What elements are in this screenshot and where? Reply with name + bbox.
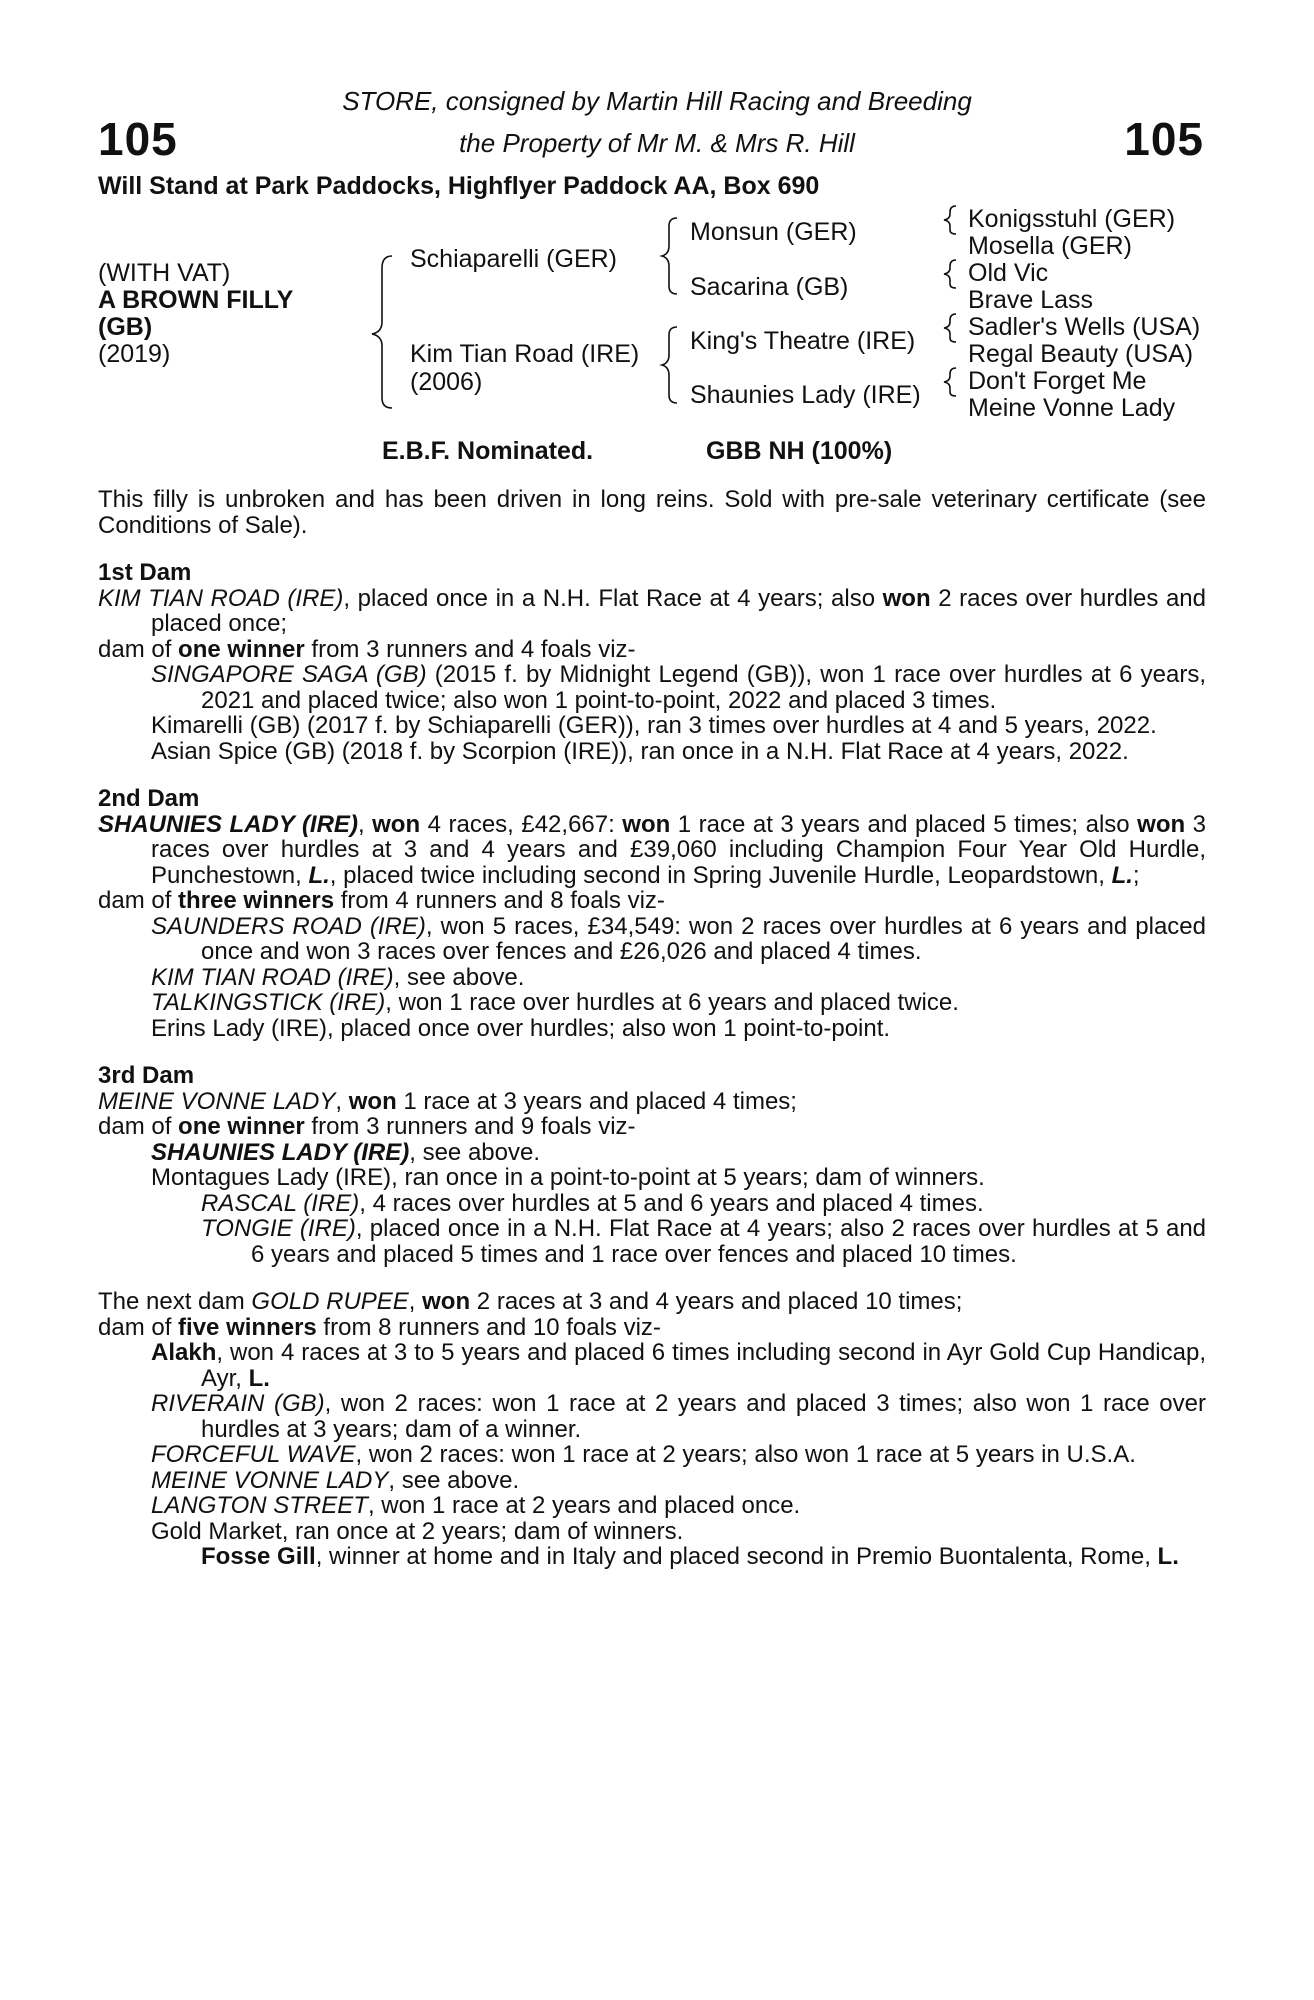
produce-item bbox=[98, 1493, 1206, 1519]
text: 1 race at 3 years and placed 5 times; also bbox=[670, 810, 1138, 838]
text: dam of bbox=[98, 635, 179, 663]
bracket-main bbox=[372, 256, 392, 408]
text: , see above. bbox=[409, 1138, 541, 1166]
horse-name: KIM TIAN ROAD (IRE) bbox=[151, 963, 394, 991]
bracket-dam bbox=[662, 327, 677, 403]
text: (2015 f. by Midnight Legend (GB)), won 1 race over hurdles at 6 years, 2021 and placed twice; also won 1 point-to-point, 2022 and placed 3 times. bbox=[201, 661, 1206, 714]
second-dam-name: SHAUNIES LADY (IRE) bbox=[98, 810, 358, 838]
lot-number-right: 105 bbox=[1124, 113, 1204, 165]
text: from 4 runners and 8 foals viz- bbox=[334, 887, 665, 914]
bracket-g2 bbox=[944, 260, 956, 288]
produce-item bbox=[98, 1391, 1206, 1442]
produce-item bbox=[98, 914, 1206, 965]
text: , placed once in a N.H. Flat Race at 4 years; also 2 races over hurdles at 5 and 6 years and placed 5 times and 1 race over fences and placed 10 times. bbox=[251, 1215, 1207, 1268]
first-dam-heading: 1st Dam bbox=[98, 559, 192, 586]
lot-year: (2019) bbox=[98, 340, 171, 368]
text: 3 races over hurdles at 3 and 4 years and £39,060 including Champion Four Year Old Hurdle, Punchestown, bbox=[151, 810, 1207, 889]
listed-mark: L. bbox=[248, 1364, 270, 1392]
text: , won 5 races, £34,549: won 2 races over hurdles at 6 years and placed once and won 3 races over fences and £26,026 and placed 4 times. bbox=[201, 912, 1206, 965]
text: 2 races at 3 and 4 years and placed 10 times; bbox=[470, 1288, 963, 1315]
listed-mark: L. bbox=[308, 861, 330, 889]
grandparent-8: Meine Vonne Lady bbox=[968, 394, 1176, 422]
produce-item bbox=[98, 1442, 1206, 1468]
produce-item bbox=[98, 965, 1206, 991]
text: The next dam bbox=[98, 1288, 252, 1315]
produce-item: Erins Lady (IRE), placed once over hurdles; also won 1 point-to-point. bbox=[151, 1014, 891, 1042]
grandparent-1: Konigsstuhl (GER) bbox=[968, 205, 1176, 233]
text: , placed twice including second in Spring Juvenile Hurdle, Leopardstown, bbox=[329, 861, 1112, 889]
horse-name: SINGAPORE SAGA (GB) bbox=[151, 661, 427, 688]
bracket-g3 bbox=[944, 314, 956, 342]
second-dam-entry bbox=[98, 812, 1206, 889]
grandparent-5: Sadler's Wells (USA) bbox=[968, 313, 1201, 341]
text: , won 2 races: won 1 race at 2 years; also won 1 race at 5 years in U.S.A. bbox=[355, 1441, 1136, 1468]
lot-name: A BROWN FILLY bbox=[98, 286, 294, 314]
next-dam-name: GOLD RUPEE bbox=[251, 1288, 409, 1315]
bracket-g1 bbox=[944, 206, 956, 234]
text: from 8 runners and 10 foals viz- bbox=[316, 1313, 661, 1341]
first-dam-name: KIM TIAN ROAD (IRE) bbox=[98, 584, 344, 612]
text: from 3 runners and 4 foals viz- bbox=[304, 635, 636, 663]
catalogue-body bbox=[98, 487, 1206, 1570]
horse-name: RASCAL (IRE) bbox=[201, 1189, 360, 1217]
grandparent-7: Don't Forget Me bbox=[968, 367, 1147, 395]
winners-count: one winner bbox=[178, 635, 305, 663]
won-label: won bbox=[1137, 810, 1186, 838]
lot-number-left: 105 bbox=[98, 113, 178, 165]
horse-name: Alakh bbox=[151, 1339, 217, 1366]
stand-location: Will Stand at Park Paddocks, Highflyer Paddock AA, Box 690 bbox=[98, 172, 820, 200]
winners-count: three winners bbox=[178, 887, 335, 914]
text: , bbox=[335, 1087, 349, 1115]
produce-item bbox=[98, 990, 1206, 1016]
sire-sire: Monsun (GER) bbox=[690, 218, 857, 246]
produce-item-grand bbox=[98, 1544, 1206, 1570]
third-dam-heading: 3rd Dam bbox=[98, 1062, 195, 1089]
produce-item: Kimarelli (GB) (2017 f. by Schiaparelli (GER)), ran 3 times over hurdles at 4 and 5 years, 2022. bbox=[151, 712, 1157, 739]
ebf-nomination: E.B.F. Nominated. bbox=[382, 437, 594, 465]
text: ; bbox=[1132, 861, 1140, 889]
next-dam-produce-line bbox=[98, 1315, 1206, 1341]
text: , won 1 race over hurdles at 6 years and placed twice. bbox=[385, 989, 959, 1016]
won-label: won bbox=[422, 1288, 471, 1315]
produce-item bbox=[98, 1468, 1206, 1494]
first-dam-produce-line bbox=[98, 637, 1206, 663]
horse-name: SHAUNIES LADY (IRE) bbox=[151, 1138, 410, 1166]
third-dam-produce-line bbox=[98, 1114, 1206, 1140]
horse-name: Fosse Gill bbox=[201, 1543, 316, 1570]
text: dam of bbox=[98, 887, 179, 914]
produce-item bbox=[98, 1340, 1206, 1391]
horse-name: TONGIE (IRE) bbox=[201, 1215, 356, 1242]
produce-item: Asian Spice (GB) (2018 f. by Scorpion (IRE)), ran once in a N.H. Flat Race at 4 years, 2022. bbox=[151, 737, 1129, 765]
grandparent-3: Old Vic bbox=[968, 259, 1049, 287]
horse-name: LANGTON STREET bbox=[151, 1492, 368, 1519]
won-label: won bbox=[348, 1087, 397, 1115]
horse-name: TALKINGSTICK (IRE) bbox=[151, 989, 386, 1016]
pedigree-brackets bbox=[0, 0, 1314, 460]
text: from 3 runners and 9 foals viz- bbox=[304, 1113, 636, 1140]
bracket-g4 bbox=[944, 368, 956, 396]
third-dam-entry bbox=[98, 1089, 1206, 1115]
text: , see above. bbox=[388, 1466, 520, 1494]
grandparent-4: Brave Lass bbox=[968, 286, 1094, 314]
won-label: won bbox=[372, 810, 421, 838]
second-dam-heading: 2nd Dam bbox=[98, 785, 200, 812]
produce-item-grand bbox=[98, 1191, 1206, 1217]
horse-name: RIVERAIN (GB) bbox=[151, 1390, 325, 1417]
text: 2 races over hurdles and placed once; bbox=[151, 584, 1207, 637]
bracket-sire bbox=[662, 218, 677, 294]
won-label: won bbox=[622, 810, 671, 838]
produce-item bbox=[98, 662, 1206, 713]
text: , won 1 race at 2 years and placed once. bbox=[367, 1492, 801, 1519]
intro-paragraph: This filly is unbroken and has been driven in long reins. Sold with pre-sale veterinary certificate (see Conditions of Sale). bbox=[98, 486, 1206, 539]
winners-count: one winner bbox=[178, 1113, 305, 1140]
dam-year: (2006) bbox=[410, 368, 483, 396]
dam-dam: Shaunies Lady (IRE) bbox=[690, 381, 921, 409]
vat-note: (WITH VAT) bbox=[98, 259, 231, 287]
third-dam-name: MEINE VONNE LADY bbox=[98, 1087, 336, 1115]
listed-mark: L. bbox=[1111, 861, 1133, 889]
winners-count: five winners bbox=[178, 1313, 317, 1341]
grandparent-6: Regal Beauty (USA) bbox=[968, 340, 1194, 368]
text: , won 2 races: won 1 race at 2 years and placed 3 times; also won 1 race over hurdles at 3 years; dam of a winner. bbox=[201, 1390, 1206, 1443]
horse-name: FORCEFUL WAVE bbox=[151, 1441, 356, 1468]
produce-item bbox=[98, 1140, 1206, 1166]
text: , 4 races over hurdles at 5 and 6 years and placed 4 times. bbox=[359, 1189, 984, 1217]
text: , placed once in a N.H. Flat Race at 4 years; also bbox=[343, 584, 883, 612]
text: 1 race at 3 years and placed 4 times; bbox=[396, 1087, 797, 1115]
consignment-line-1: STORE, consigned by Martin Hill Racing and Breeding bbox=[342, 86, 972, 116]
text: 4 races, £42,667: bbox=[420, 810, 623, 838]
produce-item-grand bbox=[98, 1216, 1206, 1267]
text: dam of bbox=[98, 1113, 179, 1140]
dam-sire: King's Theatre (IRE) bbox=[690, 327, 916, 355]
text: dam of bbox=[98, 1313, 179, 1341]
gbb-status: GBB NH (100%) bbox=[706, 437, 893, 465]
listed-mark: L. bbox=[1157, 1543, 1179, 1570]
lot-country: (GB) bbox=[98, 313, 153, 341]
text: , won 4 races at 3 to 5 years and placed 6 times including second in Ayr Gold Cup Handicap, Ayr, bbox=[201, 1339, 1206, 1392]
produce-item: Gold Market, ran once at 2 years; dam of winners. bbox=[151, 1517, 684, 1545]
produce-item: Montagues Lady (IRE), ran once in a point-to-point at 5 years; dam of winners. bbox=[151, 1164, 985, 1191]
text: , see above. bbox=[393, 963, 525, 991]
sire-dam: Sacarina (GB) bbox=[690, 273, 849, 301]
text: , bbox=[408, 1288, 423, 1315]
first-dam-entry bbox=[98, 586, 1206, 637]
consignment-line-2: the Property of Mr M. & Mrs R. Hill bbox=[459, 128, 855, 158]
text: , bbox=[357, 810, 373, 838]
grandparent-2: Mosella (GER) bbox=[968, 232, 1132, 260]
horse-name: MEINE VONNE LADY bbox=[151, 1466, 389, 1494]
text: , winner at home and in Italy and placed second in Premio Buontalenta, Rome, bbox=[315, 1543, 1158, 1570]
won-label: won bbox=[882, 584, 931, 612]
second-dam-produce-line bbox=[98, 888, 1206, 914]
sire: Schiaparelli (GER) bbox=[410, 245, 618, 273]
horse-name: SAUNDERS ROAD (IRE) bbox=[151, 912, 426, 940]
dam: Kim Tian Road (IRE) bbox=[410, 340, 640, 368]
next-dam-entry bbox=[98, 1289, 1206, 1315]
